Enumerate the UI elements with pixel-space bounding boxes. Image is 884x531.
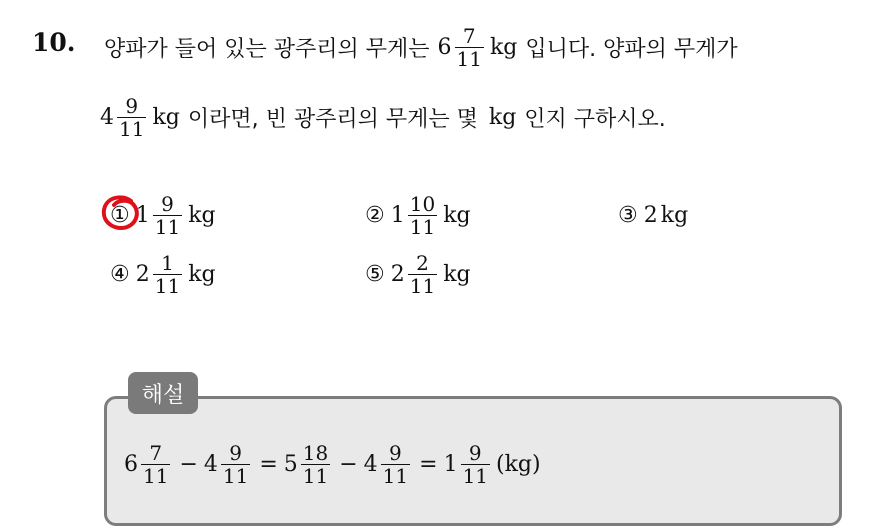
numerator: 7	[462, 23, 476, 48]
minus-sign: −	[179, 451, 198, 477]
unit: kg	[188, 202, 216, 228]
fraction	[461, 442, 490, 487]
fraction	[153, 252, 182, 297]
choice-marker: ③	[618, 202, 638, 228]
choice-2[interactable]	[365, 190, 471, 240]
numerator: 9	[125, 93, 139, 118]
mixed-number-whole: 1	[390, 202, 405, 228]
denominator: 11	[409, 214, 436, 239]
denominator: 11	[456, 46, 482, 71]
numerator: 9	[389, 440, 402, 465]
fraction	[455, 25, 484, 70]
mixed-number-whole: 1	[443, 451, 458, 477]
fraction	[408, 252, 437, 297]
denominator: 11	[462, 463, 489, 488]
question-text: 양파가 들어 있는 광주리의 무게는	[104, 36, 430, 62]
choice-marker: ⑤	[365, 261, 385, 287]
mixed-number-whole: 5	[283, 451, 298, 477]
denominator: 11	[154, 214, 181, 239]
choice-1[interactable]	[110, 190, 216, 240]
mixed-number-whole: 4	[100, 104, 114, 130]
mixed-number-whole: 6	[437, 34, 452, 60]
numerator: 1	[161, 250, 174, 275]
denominator: 11	[382, 463, 409, 488]
denominator: 11	[222, 463, 249, 488]
question-text: 입니다. 양파의 무게가	[525, 36, 738, 62]
mixed-number-whole: 1	[135, 202, 150, 228]
unit: kg	[443, 202, 471, 228]
fraction	[141, 442, 170, 487]
choice-3[interactable]	[618, 190, 688, 240]
denominator: 11	[409, 273, 436, 298]
question-line-1	[104, 20, 738, 74]
unit: (kg)	[496, 451, 541, 477]
unit: kg	[488, 104, 517, 130]
denominator: 11	[143, 463, 169, 488]
unit: kg	[152, 104, 180, 130]
fraction	[301, 442, 330, 487]
solution-equation	[124, 436, 541, 492]
question-line-2	[100, 90, 666, 144]
numerator: 2	[416, 250, 429, 275]
choice-4[interactable]	[110, 249, 216, 299]
choice-marker: ④	[110, 261, 130, 287]
numerator: 18	[302, 440, 329, 465]
numerator: 9	[229, 440, 242, 465]
choice-marker: ①	[110, 202, 130, 228]
numerator: 9	[161, 191, 174, 216]
unit: kg	[489, 34, 518, 60]
unit: kg	[188, 261, 216, 287]
fraction	[381, 442, 410, 487]
denominator: 11	[154, 273, 181, 298]
choice-5[interactable]	[365, 249, 471, 299]
question-text: 이라면, 빈 광주리의 무게는 몇	[187, 106, 478, 132]
mixed-number-whole: 4	[363, 451, 378, 477]
equals-sign: =	[259, 451, 278, 477]
mixed-number-whole: 4	[203, 451, 218, 477]
fraction	[408, 193, 437, 238]
fraction	[153, 193, 182, 238]
mixed-number-whole: 2	[135, 261, 150, 287]
numerator: 9	[468, 440, 482, 465]
fraction	[117, 95, 146, 140]
question-text: 인지 구하시오.	[524, 106, 666, 132]
fraction	[221, 442, 250, 487]
unit: kg	[443, 261, 471, 287]
numerator: 7	[149, 440, 163, 465]
denominator: 11	[119, 116, 145, 141]
question-number: 10.	[32, 28, 76, 57]
choice-marker: ②	[365, 202, 385, 228]
equals-sign: =	[419, 451, 438, 477]
choice-value: 2	[643, 202, 658, 228]
solution-label: 해설	[128, 372, 198, 414]
unit: kg	[660, 202, 689, 228]
numerator: 10	[409, 191, 436, 216]
mixed-number-whole: 2	[390, 261, 405, 287]
mixed-number-whole: 6	[124, 451, 138, 477]
denominator: 11	[302, 463, 329, 488]
minus-sign: −	[339, 451, 358, 477]
